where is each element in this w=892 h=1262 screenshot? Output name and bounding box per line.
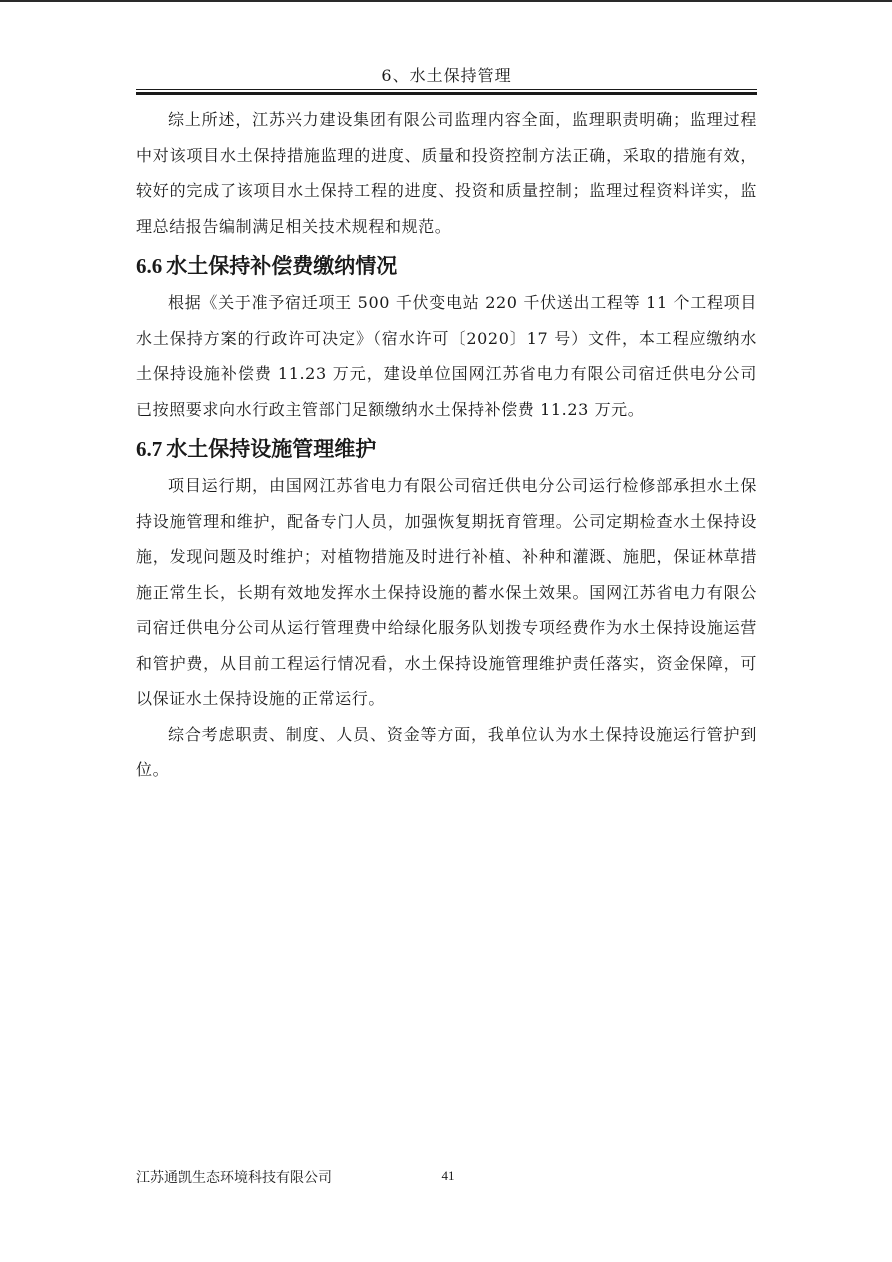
header-rule-thin bbox=[136, 89, 757, 90]
header-rule-thick bbox=[136, 92, 757, 95]
intro-paragraph: 综上所述，江苏兴力建设集团有限公司监理内容全面，监理职责明确；监理过程中对该项目水土保持措施监理的进度、质量和投资控制方法正确，采取的措施有效，较好的完成了该项目水土保持工程的进度、投资和质量控制；监理过程资料详实，监理总结报告编制满足相关技术规程和规范。 bbox=[136, 110, 757, 236]
section-6-7-paragraph-1: 项目运行期，由国网江苏省电力有限公司宿迁供电分公司运行检修部承担水土保持设施管理和维护，配备专门人员，加强恢复期抚育管理。公司定期检查水土保持设施，发现问题及时维护；对植物措施及时进行补植、补种和灌溉、施肥，保证林草措施正常生长，长期有效地发挥水土保持设施的蓄水保土效果。国网江苏省电力有限公司宿迁供电分公司从运行管理费中给绿化服务队划拨专项经费作为水土保持设施运营和管护费，从目前工程运行情况看，水土保持设施管理维护责任落实，资金保障，可以保证水土保持设施的正常运行。 bbox=[136, 476, 757, 708]
footer-company-name: 江苏通凯生态环境科技有限公司 bbox=[136, 1170, 332, 1186]
running-header: 6、水土保持管理 bbox=[381, 66, 512, 85]
section-6-7-number: 6.7 bbox=[136, 437, 163, 461]
page-body bbox=[136, 102, 757, 788]
section-6-6-title: 水土保持补偿费缴纳情况 bbox=[166, 254, 398, 278]
section-6-7-heading bbox=[136, 427, 757, 468]
section-6-6-paragraph: 根据《关于准予宿迁项王 500 千伏变电站 220 千伏送出工程等 11 个工程项目水土保持方案的行政许可决定》（宿水许可〔2020〕17 号）文件，本工程应缴纳水土保持设施补偿费 11.23 万元，建设单位国网江苏省电力有限公司宿迁供电分公司已按照要求向水行政主管部门足额缴纳水土保持补偿费 11.23 万元。 bbox=[136, 293, 757, 419]
section-6-6-number: 6.6 bbox=[136, 254, 163, 278]
page-top-border bbox=[0, 0, 892, 2]
section-6-7-title: 水土保持设施管理维护 bbox=[166, 437, 377, 461]
footer-page-number: 41 bbox=[441, 1168, 455, 1183]
section-6-6-heading bbox=[136, 244, 757, 285]
section-6-7-paragraph-2: 综合考虑职责、制度、人员、资金等方面，我单位认为水土保持设施运行管护到位。 bbox=[136, 724, 757, 779]
